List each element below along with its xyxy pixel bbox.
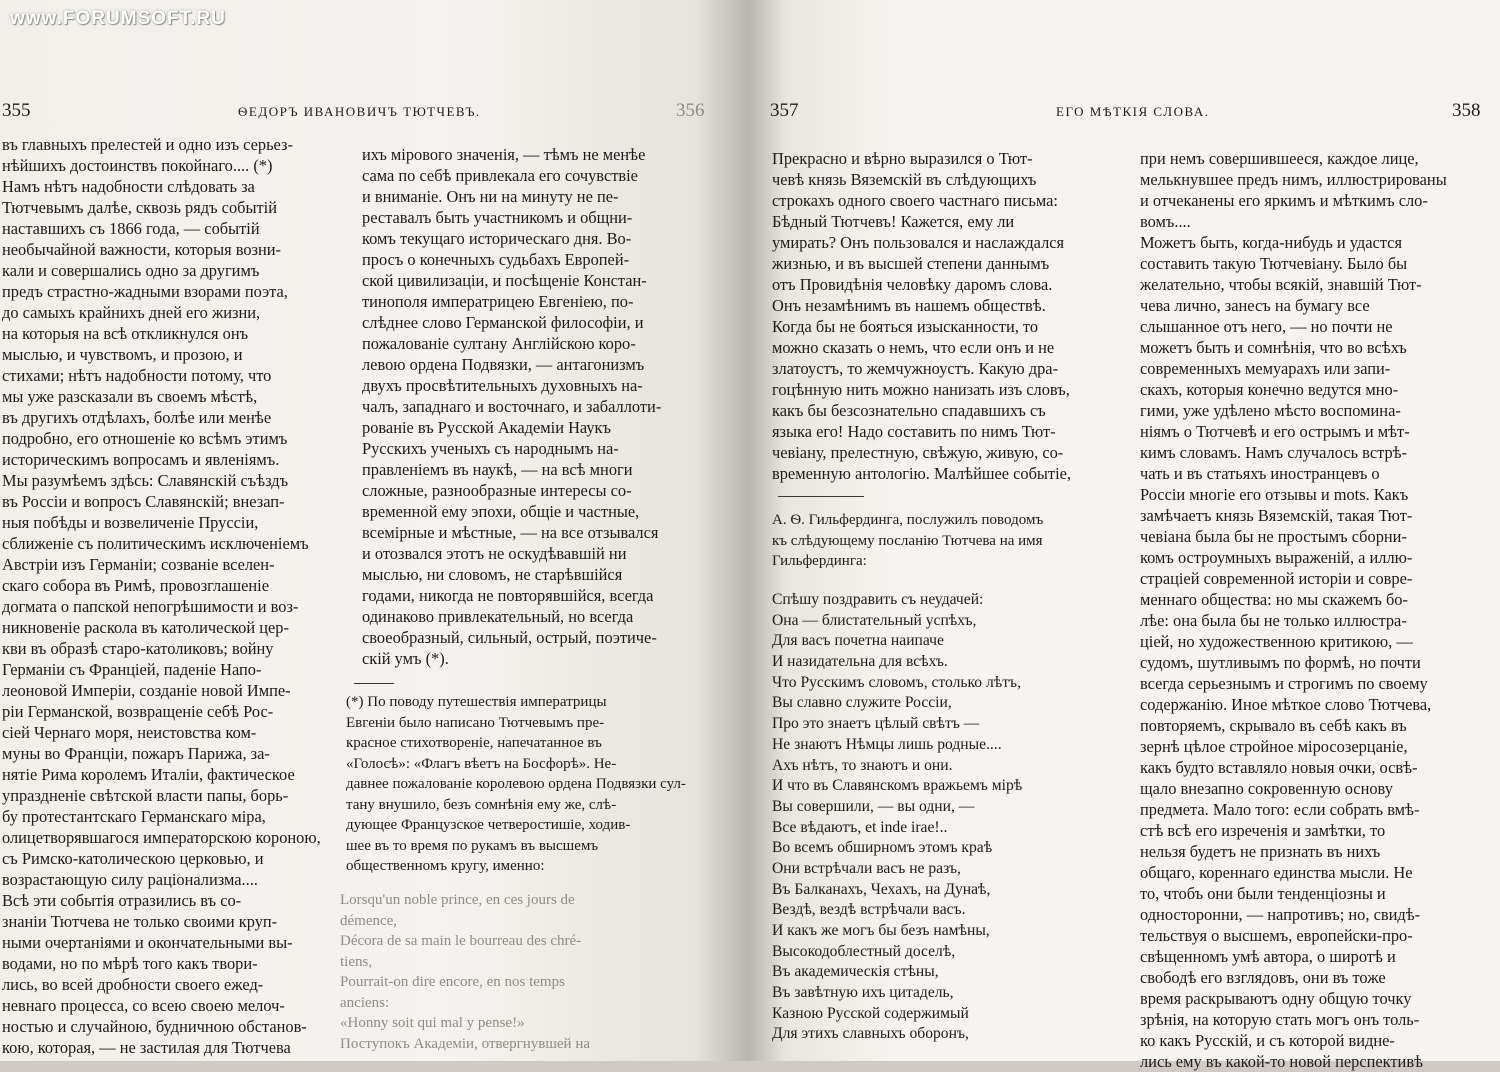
text-line: повторяемъ, скрывало въ себѣ какъ въ [1140,716,1407,735]
text-line: скій умъ (*). [362,649,449,668]
verse-line: Высокодоблестный доселѣ, [772,942,956,960]
text-line: чалъ, западнаго и восточнаго, и забаллоти- [362,397,662,416]
text-line: годами, никогда не повторявшійся, всегда [362,586,654,605]
text-line: до самыхъ крайнихъ дней его жизни, [2,303,261,322]
text-line: слышанное отъ него, — но почти не [1140,317,1393,336]
text-line: гими, уже удѣлено мѣсто воспомина- [1140,401,1401,420]
text-line: просъ о конечныхъ судьбахъ Европей- [362,250,630,269]
text-line: можно сказать о немъ, что если онъ и не [772,338,1055,357]
text-line: строкахъ одного своего частнаго письма: [772,191,1058,210]
text-line: кимъ словамъ. Намъ случалось встрѣ- [1140,443,1408,462]
left-column-1 [2,134,338,1058]
text-line: ностью и случайною, будничною обстанов- [2,1017,307,1036]
verse-line: Они встрѣчали васъ не разъ, [772,859,961,877]
text-line: составить такую Тютчевіану. Было бы [1140,254,1408,273]
text-line: и отчеканены его яркимъ и мѣткимъ сло- [1140,191,1428,210]
text-line: современныхъ мемуарахъ или запи- [1140,359,1391,378]
verse-line: Во всемъ обширномъ этомъ краѣ [772,839,993,857]
text-line: мы уже разсказали въ своемъ мѣстѣ, [2,387,258,406]
verse-line: Въ академическія стѣны, [772,963,939,981]
verse-block [772,590,1116,1045]
text-line: сближеніе съ политическимъ исключеніемъ [2,534,309,553]
text-line: кали и совершались одно за другимъ [2,261,260,280]
page-number-357: 357 [770,100,799,121]
text-line: ко какъ Русскій, и съ которой видне- [1140,1031,1395,1050]
text-line: лись ему въ какой-то новой перспективѣ [1140,1052,1423,1071]
text-line: временную антологію. Малѣйшее событіе, [772,464,1072,483]
footnote-line: тану внушило, безъ сомнѣнія ему же, слѣ- [346,796,617,813]
text-line: щало внезапно сокровенную основу [1140,779,1393,798]
text-line: въ главныхъ прелестей и одно изъ серьез- [2,135,293,154]
verse-line: Въ Балканахъ, Чехахъ, на Дунаѣ, [772,880,991,898]
footnote-line: А. Ѳ. Гильфердинга, послужилъ поводомъ [772,512,1044,528]
text-line: зрѣнія, на которую стать могъ онъ толь- [1140,1010,1420,1029]
verse-line: Спѣшу поздравить съ неудачей: [772,591,984,608]
text-line: бу протестантскаго Германскаго міра, [2,807,266,826]
text-line: свободѣ его взглядовъ, они въ тоже [1140,968,1386,987]
text-line: какъ будто вставляло новыя очки, освѣ- [1140,758,1418,777]
text-line: своеобразный, сильный, острый, поэтиче- [362,628,657,647]
text-line: никновеніе раскола въ католической цер- [2,618,289,637]
verse-line: «Honny soit qui mal y pense!» [340,1015,525,1031]
text-line: меннаго общества: но мы скажемъ бо- [1140,590,1408,609]
footnote-left [346,692,684,877]
text-line: чевѣ князь Вяземскій въ слѣдующихъ [772,170,1037,189]
footnote-line: шее въ то время по рукамъ въ высшемъ [346,837,599,854]
text-line: муны во Франціи, пожаръ Парижа, за- [2,744,270,763]
text-line: тельствуя о высшемъ, европейски-про- [1140,926,1413,945]
text-line: временной ему эпохи, общіе и частные, [362,502,640,521]
text-line: скаго собора въ Римѣ, провозглашеніе [2,576,270,595]
verse-line: Pourrait-on dire encore, en nos temps [340,974,565,990]
running-head-left: ѲЕДОРЪ ИВАНОВИЧЪ ТЮТЧЕВЪ. [238,104,481,119]
text-line: и вниманіе. Онъ ни на минуту не пе- [362,187,619,206]
text-line: златоустъ, то жемчужноустъ. Какую дра- [772,359,1059,378]
text-line: нятіе Рима королемъ Италіи, фактическое [2,765,295,784]
footnote-line: красное стихотвореніе, напечатанное въ [346,735,602,751]
page-number-356: 356 [676,100,705,121]
text-line: подробно, его отношеніе ко всѣмъ этимъ [2,429,288,448]
text-line: ными очертаніями и окончательными вы- [2,933,293,952]
text-line: замѣчаетъ князь Вяземскій, такая Тют- [1140,506,1413,525]
verse-line: Что Русскимъ словомъ, столько лѣтъ, [772,673,1022,691]
text-line: Всѣ эти событія отразились въ со- [2,891,242,910]
text-line: нѣйшихъ достоинствъ покойнаго.... (*) [2,156,273,175]
text-line: ріи Германской, возвращеніе себѣ Рос- [2,702,274,721]
text-line: ніямъ о Тютчевѣ и его острымъ и мѣт- [1140,422,1410,441]
text-line: кою, которая, — не застилая для Тютчева [2,1038,291,1057]
verse-line: Все вѣдаютъ, et inde irae!.. [772,818,948,836]
footnote-rule-right [778,496,864,497]
text-line: пожалованіе султану Англійскою коро- [362,334,636,353]
right-column-2 [1140,148,1486,1072]
verse-line: démence, [340,912,398,929]
text-line: Можетъ быть, когда-нибудь и удастся [1140,233,1402,252]
text-line: леоновой Имперіи, созданіе новой Импе- [2,681,291,700]
footnote-line: давнее пожалованіе королевою ордена Подвязки сул- [346,776,686,792]
footnote-rule [354,683,394,684]
text-line: жизнью, и въ высшей степени даннымъ [772,254,1050,273]
text-line: зернѣ цѣлое стройное міросозерцаніе, [1140,737,1408,756]
text-line: Тютчевымъ далѣе, сквозь рядъ событій [2,198,277,217]
text-line: необычайной важности, которыя возни- [2,240,282,259]
text-line: Мы разумѣемъ здѣсь: Славянскій съѣздъ [2,471,289,490]
verse-line: Lorsqu'un noble prince, en ces jours de [340,892,575,908]
text-line: ихъ мірового значенія, — тѣмъ не менѣе [362,145,646,164]
text-line: Германіи съ Франціей, паденіе Напо- [2,660,262,679]
text-line: сама по себѣ привлекала его сочувствіе [362,166,638,185]
text-line: кви въ образѣ старо-католиковъ; войну [2,639,274,658]
text-line: стихами; нѣтъ надобности потому, что [2,366,272,385]
text-line: предъ страстно-жадными взорами поэта, [2,282,288,301]
text-line: двухъ просвѣтительныхъ духовныхъ на- [362,376,643,395]
verse-line: Décora de sa main le bourreau des chré- [340,933,582,949]
text-line: предмета. Мало того: если собрать вмѣ- [1140,800,1420,819]
text-line: ныя побѣды и возвеличеніе Пруссіи, [2,513,259,532]
verse-line: anciens: [340,994,390,1011]
text-line: Русскихъ ученыхъ съ народнымъ на- [362,439,619,458]
verse-line: И что въ Славянскомъ вражьемъ мірѣ [772,777,1023,795]
text-line: чевіану, прелестную, свѣжую, живую, со- [772,443,1064,462]
text-line: сіей Чернаго моря, неистовства ком- [2,723,257,742]
verse-line: Для этихъ славныхъ оборонъ, [772,1025,969,1043]
text-line: догмата о папской непогрѣшимости и воз- [2,597,299,616]
text-line: мыслью, и чувствомъ, и прозою, и [2,345,243,364]
text-line: съ Римско-католическою церковью, и [2,849,264,868]
verse-line: Вездѣ, вездѣ встрѣчали васъ. [772,901,966,919]
text-line: стѣ всѣ его изреченія и замѣтки, то [1140,821,1386,840]
verse-line: Вы совершили, — вы одни, — [772,797,975,815]
text-line: правленіемъ въ наукѣ, — на всѣ многи [362,460,633,479]
left-column-2 [362,144,678,669]
text-line: упраздненіе свѣтской власти папы, борь- [2,786,289,805]
text-line: Россіи многіе его отзывы и mots. Какъ [1140,485,1409,504]
text-line: одинаково привлекательный, но всегда [362,607,634,626]
text-line: Прекрасно и вѣрно выразился о Тют- [772,149,1033,168]
text-line: чевіана была бы не простымъ сборни- [1140,527,1407,546]
running-head-right: ЕГО МѢТКІЯ СЛОВА. [1056,104,1210,119]
french-verse [340,890,680,1054]
text-line: всемірные и мѣстные, — на все отзывался [362,523,659,542]
text-line: мыслью, ни словомъ, не старѣвшійся [362,565,623,584]
text-line: рованіе въ Русской Академіи Наукъ [362,418,611,437]
footnote-intro [772,510,1116,572]
verse-line: Въ завѣтную ихъ цитадель, [772,984,954,1002]
verse-line: И назидательна для всѣхъ. [772,653,948,671]
text-line: умирать? Онъ пользовался и наслаждался [772,233,1065,252]
text-line: историческимъ вопросамъ и явленіямъ. [2,450,280,469]
page-number-355: 355 [2,100,31,121]
verse-line: Вы славно служите Россіи, [772,694,952,712]
text-line: общаго, кореннаго единства мысли. Не [1140,863,1413,882]
text-line: при немъ совершившееся, каждое лице, [1140,149,1419,168]
text-line: мелькнувшее предъ нимъ, иллюстрированы [1140,170,1447,189]
text-line: олицетворявшагося императорскою короною, [2,828,321,847]
verse-line: И какъ же могъ бы безъ намѣны, [772,922,990,939]
text-line: комъ текущаго историческаго дня. Во- [362,229,632,248]
text-line: ской цивилизаціи, и посѣщеніе Констан- [362,271,647,290]
verse-line: Про это знаетъ цѣлый свѣтъ — [772,715,980,733]
text-line: наставшихъ съ 1866 года, — событій [2,219,260,238]
left-page [0,0,748,1061]
text-line: сложные, разнообразные интересы со- [362,481,632,500]
text-line: время раскрываютъ одну общую точку [1140,989,1412,1008]
verse-line: Ахъ нѣтъ, то знаютъ и они. [772,756,953,774]
text-line: можетъ быть и сомнѣнія, что во всѣхъ [1140,338,1407,357]
verse-line: Для васъ почетна наипаче [772,632,944,650]
footnote-line: дующее Французское четверостишіе, ходив- [346,817,631,833]
text-line: ціей, но художественною критикою, — [1140,632,1413,651]
text-line: отъ Провидѣнія человѣку даромъ слова. [772,275,1053,294]
text-line: слѣднее слово Германской философіи, и [362,313,644,332]
verse-line: Не знаютъ Нѣмцы лишь родные.... [772,735,1002,753]
text-line: знаніи Тютчева не только своими круп- [2,912,278,931]
text-line: лись, во всей дробности своего ежед- [2,975,264,994]
text-line: Намъ нѣтъ надобности слѣдовать за [2,177,255,196]
verse-line: tiens, [340,953,373,970]
footnote-line: общественномъ кругу, именно: [346,858,545,874]
footnote-line: Евгеніи было написано Тютчевымъ пре- [346,714,605,731]
text-line: нельзя будетъ не признать въ нихъ [1140,842,1381,861]
text-line: какъ бы безсознательно спадавшихъ съ [772,401,1046,420]
right-page [748,0,1500,1071]
text-line: и отозвался этотъ не оскудѣвавшій ни [362,544,627,563]
text-line: невнаго процесса, со всею своею мелоч- [2,996,285,1015]
page-number-358: 358 [1452,100,1481,121]
text-line: односторонни, — напротивъ; но, свидѣ- [1140,905,1421,924]
text-line: въ другихъ отдѣлахъ, болѣе или менѣе [2,408,272,427]
watermark: www.FORUMSOFT.RU [10,8,226,29]
text-line: свѣщенномъ умѣ автора, о широтѣ и [1140,947,1396,966]
text-line: водами, но по мѣрѣ того какъ твори- [2,954,258,973]
footnote-line: (*) По поводу путешествія императрицы [346,694,607,710]
text-line: содержанію. Иное мѣткое слово Тютчева, [1140,695,1432,714]
text-line: желательно, чтобы всякій, знавшій Тют- [1140,275,1422,294]
text-line: судомъ, шутливымъ по формѣ, но почти [1140,653,1421,672]
text-line: левою ордена Подвязки, — антагонизмъ [362,355,645,374]
verse-line: Казною Русской содержимый [772,1004,969,1022]
text-line: чева лично, занесъ на бумагу все [1140,296,1370,315]
text-line: скахъ, которыя конечно ведутся мно- [1140,380,1399,399]
text-line: на которыя на всѣ откликнулся онъ [2,324,249,343]
text-line: реставалъ быть участникомъ и общни- [362,208,633,227]
text-line: комъ остроумныхъ выраженій, а иллю- [1140,548,1413,567]
text-line: Австріи изъ Германіи; созваніе вселен- [2,555,275,574]
text-line: языка его! Надо составить по нимъ Тют- [772,422,1056,441]
text-line: гоцѣнную нить можно нанизать изъ словъ, [772,380,1070,399]
footnote-line: къ слѣдующему посланію Тютчева на имя [772,532,1043,549]
text-line: то, чтобъ они были тенденціозны и [1140,884,1386,903]
text-line: Бѣдный Тютчевъ! Кажется, ему ли [772,212,1015,231]
text-line: Онъ незамѣнимъ въ нашемъ обществѣ. [772,296,1046,315]
footnote-line: «Голосѣ»: «Флагъ вѣетъ на Босфорѣ». Не- [346,755,617,772]
text-line: лѣе: она была бы не только иллюстра- [1140,611,1407,630]
text-line: вомъ.... [1140,212,1191,231]
text-line: чать и въ статьяхъ иностранцевъ о [1140,464,1380,483]
text-line: страціей современной исторіи и совре- [1140,569,1413,588]
text-line: тинополя императрицею Евгеніею, по- [362,292,634,311]
verse-line: Она — блистательный успѣхъ, [772,611,977,629]
verse-line: Поступокъ Академіи, отвергнувшей на [340,1035,591,1052]
text-line: возрастающую силу раціонализма.... [2,870,258,889]
text-line: всегда серьезнымъ и строгимъ по своему [1140,674,1428,693]
footnote-line: Гильфердинга: [772,553,867,569]
text-line: Когда бы не бояться изысканности, то [772,317,1039,336]
right-column-1 [772,148,1116,484]
text-line: въ Россіи и вопросъ Славянскій; внезап- [2,492,285,511]
